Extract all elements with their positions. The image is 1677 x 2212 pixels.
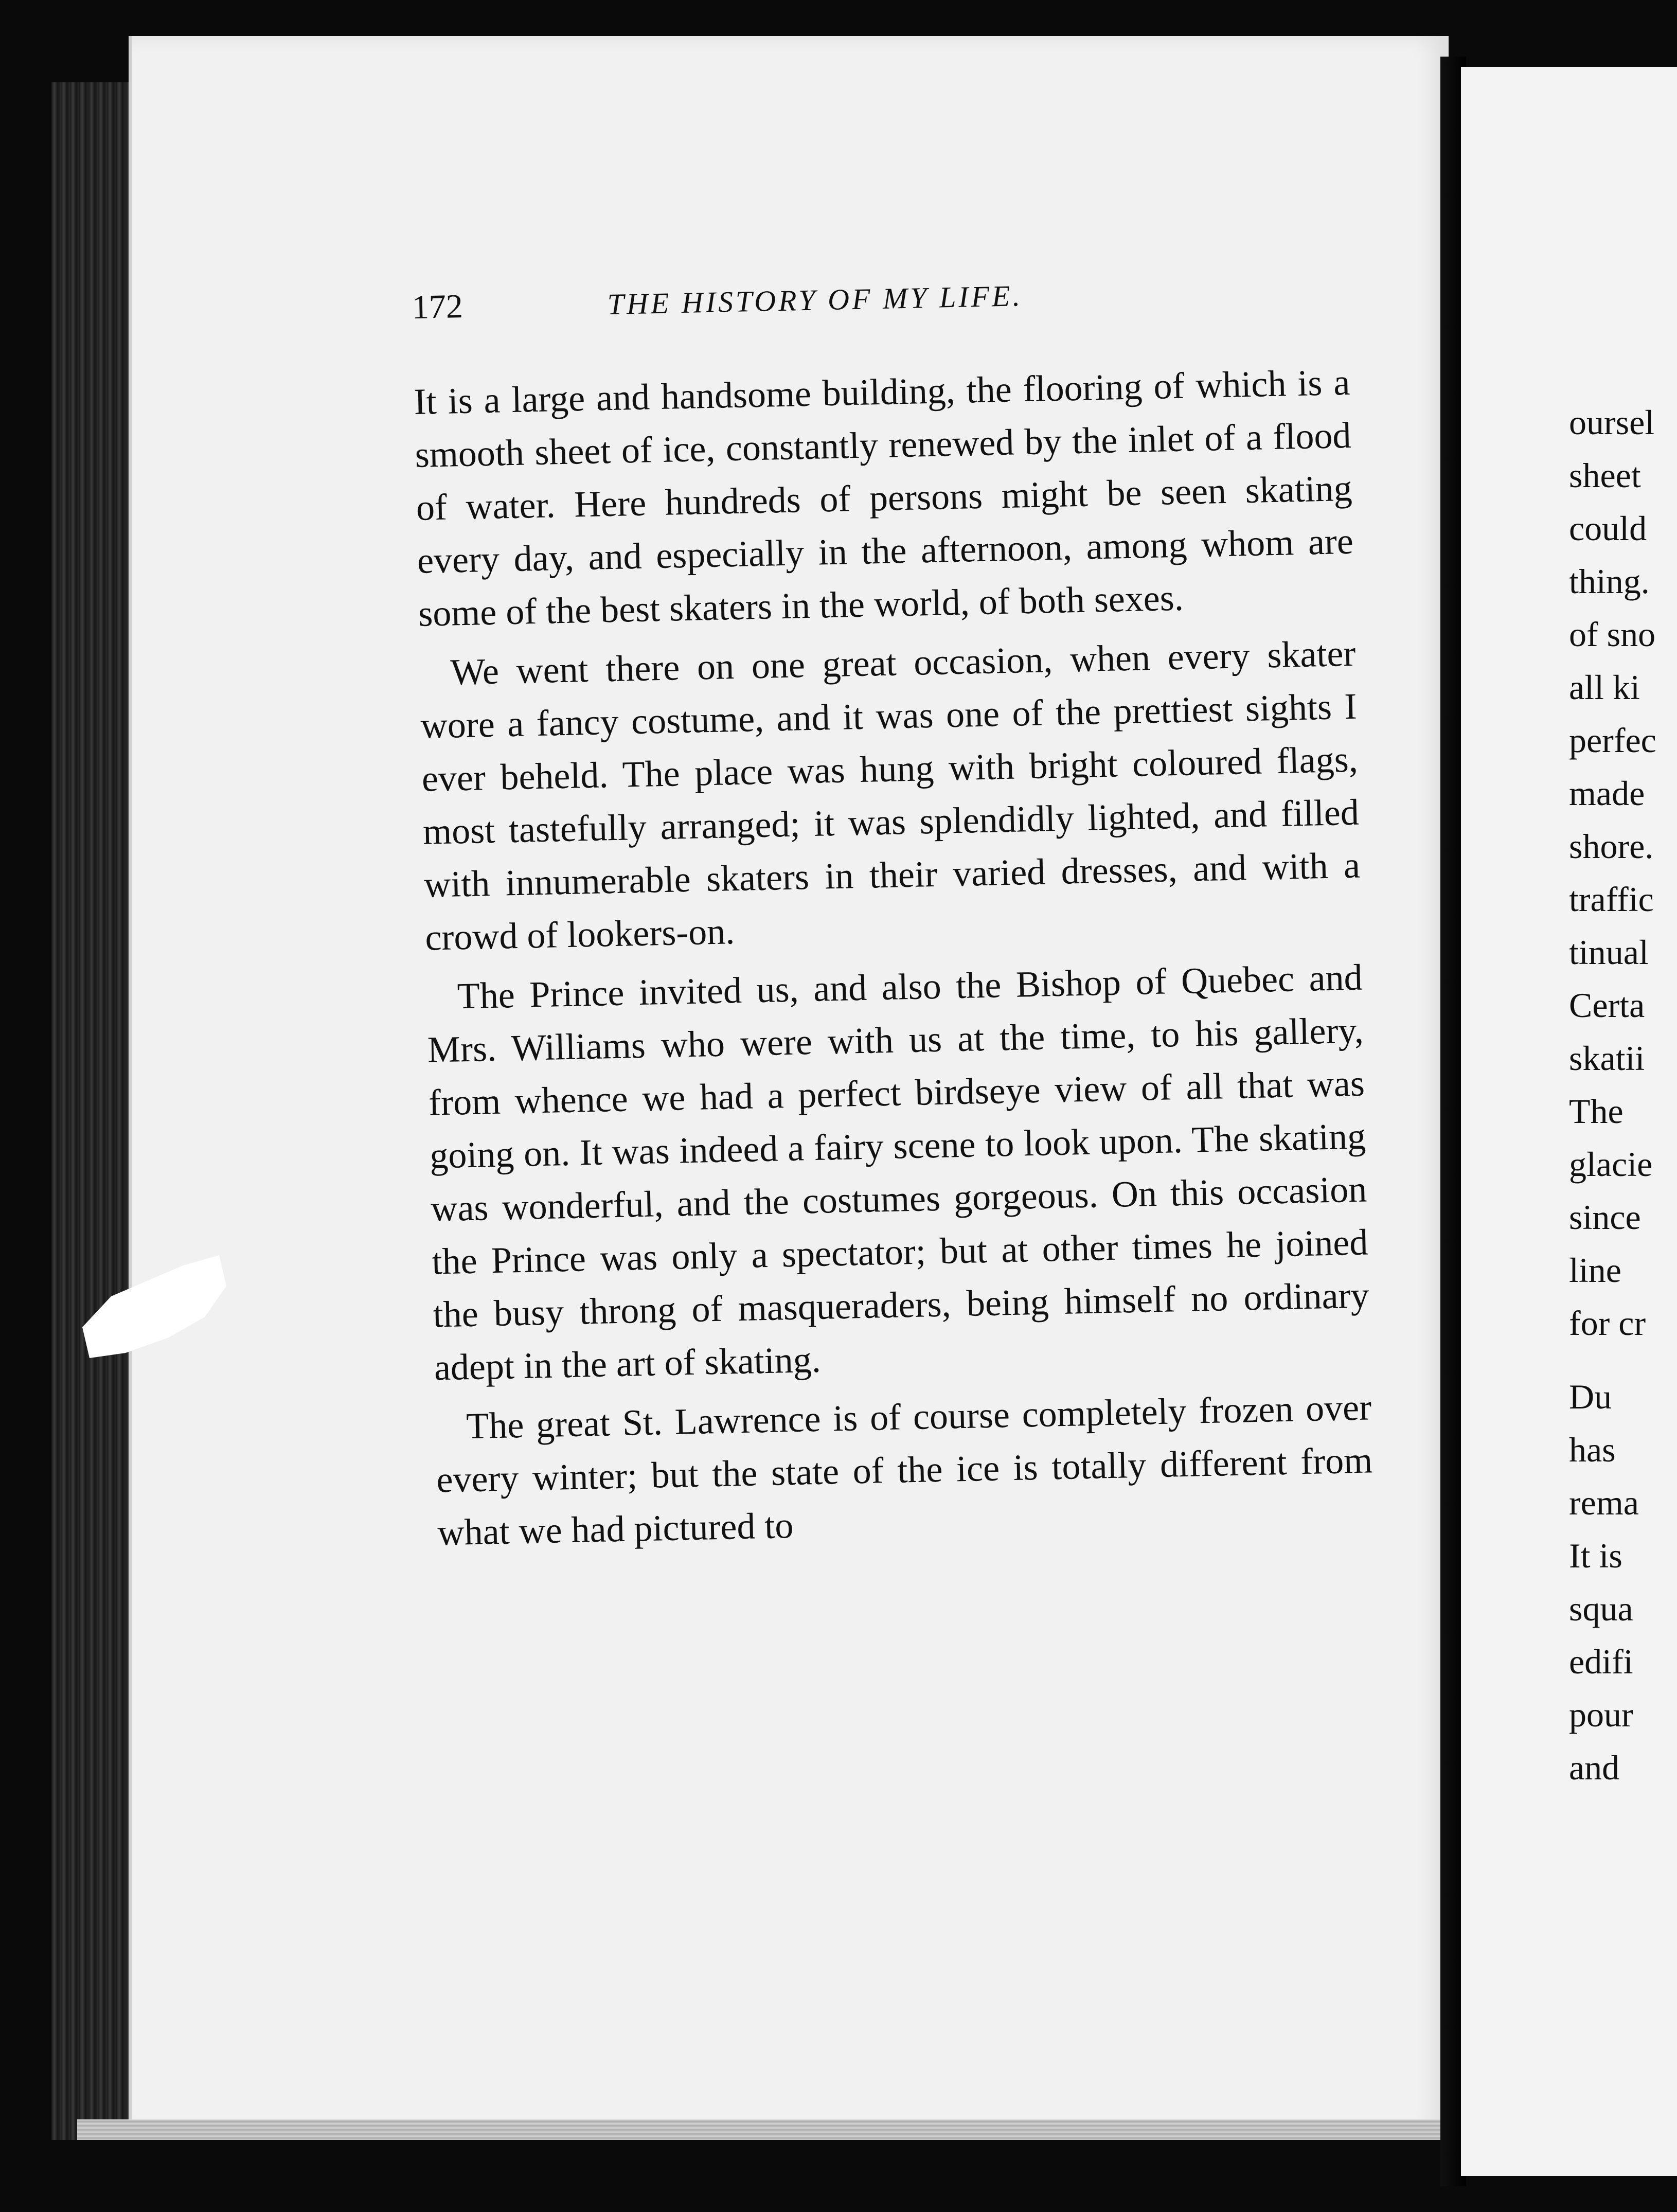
right-page-text-fragments [1569,396,1677,1794]
right-page-line: rema [1569,1483,1639,1522]
paragraph: It is a large and handsome building, the flooring of which is a smooth sheet of ice, constantly renewed by the inlet of a flood of water. Here hundreds of persons might be seen skating every day, and especially in the afternoon, among whom are some of the best skaters in the world, of both sexes. [413,361,1354,634]
right-page-line: perfec [1569,721,1656,760]
right-page-line: Du [1569,1377,1612,1416]
right-page-line: glacie [1569,1145,1653,1184]
right-page-line: squa [1569,1589,1633,1628]
right-page-line: sheet [1569,456,1641,495]
paragraph: We went there on one great occasion, when every skater wore a fancy costume, and it was one of the prettiest sights I ever beheld. The place was hung with bright coloured flags, most tastefully arranged; it was splendidly lighted, and filled with innumerable skaters in their varied dresses, and with a crowd of lookers-on. [420,632,1361,958]
right-page-line: skatii [1569,1039,1645,1078]
right-page-line: since [1569,1198,1641,1237]
paragraph: The Prince invited us, and also the Bishop of Quebec and Mrs. Williams who were with us at the time, to his gallery, from whence we had a perfect birdseye view of all that was going on. It was indeed a fairy scene to look upon. The skating was wonderful, and the costumes gorgeous. On this occasion the Prince was only a spectator; but at other times he joined the busy throng of masqueraders, being himself no ordinary adept in the art of skating. [427,956,1370,1388]
right-page-line: oursel [1569,403,1655,442]
right-page-line: made [1569,774,1645,813]
right-page-line: The [1569,1092,1624,1131]
page-number: 172 [412,287,463,326]
right-page-line: Certa [1569,986,1645,1025]
right-page-line: edifi [1569,1642,1633,1681]
paragraph: The great St. Lawrence is of course completely frozen over every winter; but the state of the ice is totally different from what we had pictured to [436,1386,1373,1554]
right-page-line: all ki [1569,668,1640,707]
running-head-title: THE HISTORY OF MY LIFE. [607,279,1023,322]
right-page-line: line [1569,1251,1621,1290]
right-page-line: traffic [1569,880,1654,919]
right-page-line: shore. [1569,827,1654,866]
right-page-line: thing. [1569,562,1650,601]
right-page-line: and [1569,1748,1620,1787]
right-page-line: could [1569,509,1647,548]
right-page-line: of sno [1569,615,1656,654]
right-page-line: tinual [1569,933,1649,972]
paragraph-gap [1569,1350,1677,1370]
right-page-line: has [1569,1430,1616,1469]
right-page-line: for cr [1569,1304,1646,1343]
right-page-line: pour [1569,1695,1633,1734]
body-text [414,356,1375,1560]
right-page-line: It is [1569,1536,1622,1575]
book-bottom-edge [77,2119,1456,2140]
left-page-text [412,269,1375,1566]
